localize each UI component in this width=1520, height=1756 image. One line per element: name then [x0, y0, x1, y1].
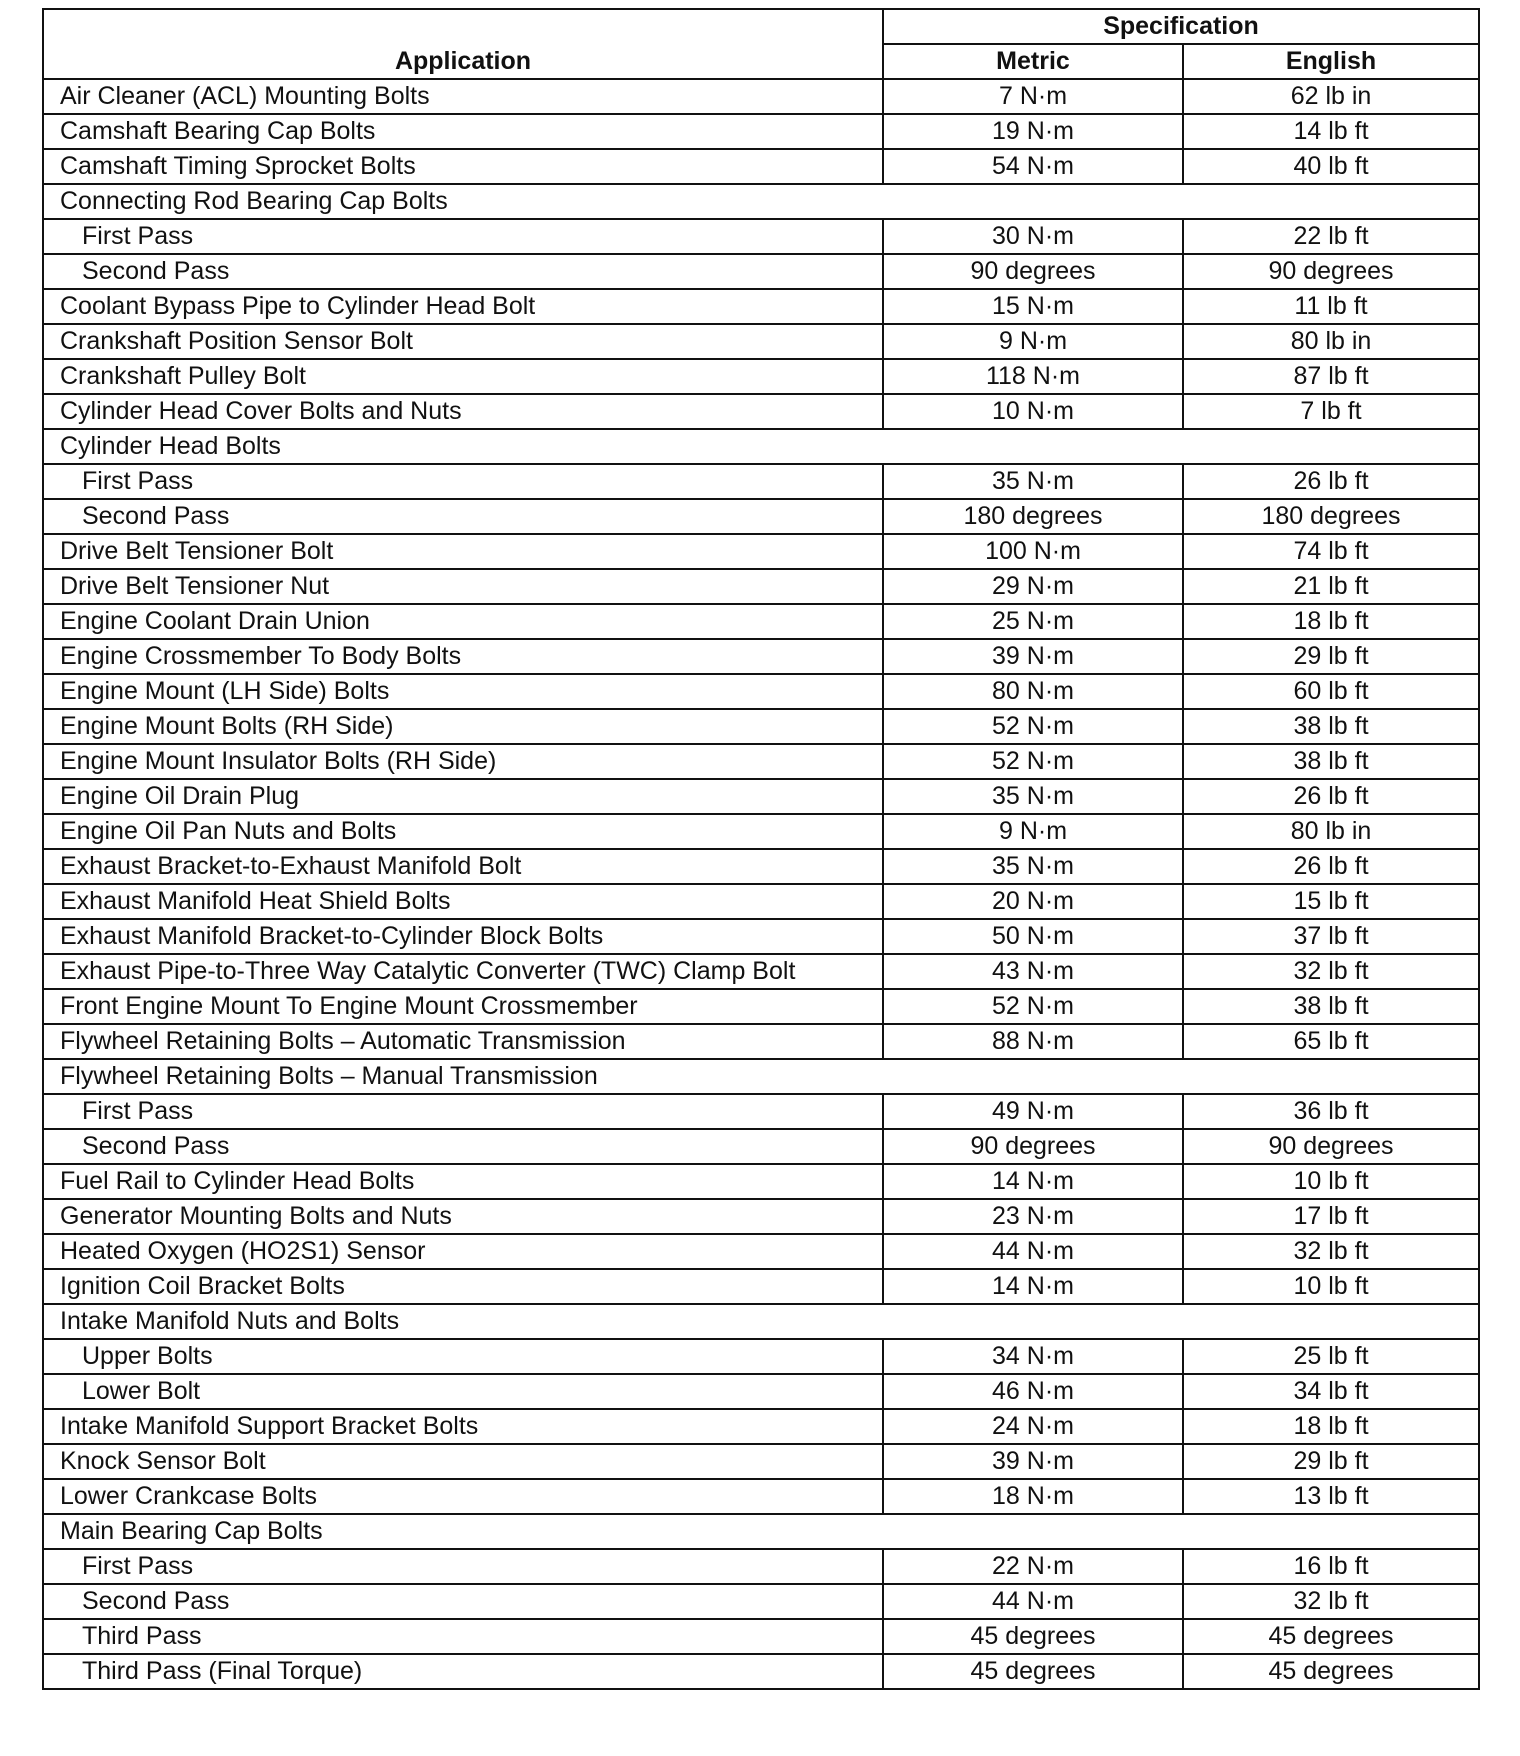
table-row [43, 1269, 1479, 1304]
table-row [43, 1409, 1479, 1444]
application-cell: First Pass [43, 219, 883, 254]
table-row [43, 1129, 1479, 1164]
application-cell: Third Pass (Final Torque) [43, 1654, 883, 1689]
group-label-cell: Flywheel Retaining Bolts – Manual Transmission [43, 1059, 1479, 1094]
group-label-cell: Connecting Rod Bearing Cap Bolts [43, 184, 1479, 219]
table-row [43, 814, 1479, 849]
english-header: English [1183, 44, 1479, 79]
group-label-cell: Cylinder Head Bolts [43, 429, 1479, 464]
metric-cell: 46 N·m [883, 1374, 1183, 1409]
english-cell: 34 lb ft [1183, 1374, 1479, 1409]
english-cell: 29 lb ft [1183, 639, 1479, 674]
table-row [43, 569, 1479, 604]
metric-cell: 14 N·m [883, 1164, 1183, 1199]
english-cell: 25 lb ft [1183, 1339, 1479, 1374]
metric-cell: 43 N·m [883, 954, 1183, 989]
english-cell: 45 degrees [1183, 1619, 1479, 1654]
application-cell: Second Pass [43, 1584, 883, 1619]
table-row [43, 1374, 1479, 1409]
english-cell: 14 lb ft [1183, 114, 1479, 149]
application-cell: Drive Belt Tensioner Bolt [43, 534, 883, 569]
application-cell: Exhaust Manifold Bracket-to-Cylinder Block Bolts [43, 919, 883, 954]
english-cell: 37 lb ft [1183, 919, 1479, 954]
metric-cell: 90 degrees [883, 254, 1183, 289]
metric-cell: 52 N·m [883, 709, 1183, 744]
metric-cell: 34 N·m [883, 1339, 1183, 1374]
table-row [43, 849, 1479, 884]
table-row [43, 1234, 1479, 1269]
metric-cell: 180 degrees [883, 499, 1183, 534]
english-cell: 26 lb ft [1183, 849, 1479, 884]
table-row [43, 1619, 1479, 1654]
application-cell: Intake Manifold Support Bracket Bolts [43, 1409, 883, 1444]
metric-cell: 15 N·m [883, 289, 1183, 324]
table-row [43, 289, 1479, 324]
application-cell: Crankshaft Pulley Bolt [43, 359, 883, 394]
english-cell: 26 lb ft [1183, 464, 1479, 499]
metric-cell: 35 N·m [883, 464, 1183, 499]
english-cell: 62 lb in [1183, 79, 1479, 114]
english-cell: 80 lb in [1183, 324, 1479, 359]
metric-cell: 25 N·m [883, 604, 1183, 639]
table-row [43, 1164, 1479, 1199]
english-cell: 29 lb ft [1183, 1444, 1479, 1479]
application-cell: Engine Oil Drain Plug [43, 779, 883, 814]
english-cell: 16 lb ft [1183, 1549, 1479, 1584]
metric-cell: 54 N·m [883, 149, 1183, 184]
application-cell: Air Cleaner (ACL) Mounting Bolts [43, 79, 883, 114]
table-row [43, 989, 1479, 1024]
metric-cell: 20 N·m [883, 884, 1183, 919]
metric-cell: 45 degrees [883, 1654, 1183, 1689]
group-label-cell: Intake Manifold Nuts and Bolts [43, 1304, 1479, 1339]
english-cell: 11 lb ft [1183, 289, 1479, 324]
table-row [43, 1024, 1479, 1059]
table-row [43, 1584, 1479, 1619]
application-cell: Flywheel Retaining Bolts – Automatic Transmission [43, 1024, 883, 1059]
table-row [43, 1339, 1479, 1374]
metric-cell: 100 N·m [883, 534, 1183, 569]
metric-cell: 35 N·m [883, 779, 1183, 814]
metric-cell: 9 N·m [883, 814, 1183, 849]
metric-cell: 14 N·m [883, 1269, 1183, 1304]
metric-cell: 49 N·m [883, 1094, 1183, 1129]
application-cell: Engine Coolant Drain Union [43, 604, 883, 639]
table-row [43, 674, 1479, 709]
metric-cell: 80 N·m [883, 674, 1183, 709]
metric-cell: 45 degrees [883, 1619, 1183, 1654]
metric-cell: 22 N·m [883, 1549, 1183, 1584]
application-cell: Second Pass [43, 254, 883, 289]
table-row [43, 499, 1479, 534]
table-row [43, 1654, 1479, 1689]
english-cell: 38 lb ft [1183, 989, 1479, 1024]
application-cell: Exhaust Pipe-to-Three Way Catalytic Converter (TWC) Clamp Bolt [43, 954, 883, 989]
english-cell: 18 lb ft [1183, 1409, 1479, 1444]
header-row-top [43, 9, 1479, 44]
specification-header: Specification [883, 9, 1479, 44]
application-cell: Front Engine Mount To Engine Mount Crossmember [43, 989, 883, 1024]
table-row [43, 604, 1479, 639]
application-cell: First Pass [43, 464, 883, 499]
application-cell: Lower Bolt [43, 1374, 883, 1409]
application-cell: Generator Mounting Bolts and Nuts [43, 1199, 883, 1234]
table-row [43, 324, 1479, 359]
application-cell: First Pass [43, 1094, 883, 1129]
metric-cell: 9 N·m [883, 324, 1183, 359]
application-cell: Knock Sensor Bolt [43, 1444, 883, 1479]
english-cell: 13 lb ft [1183, 1479, 1479, 1514]
english-cell: 36 lb ft [1183, 1094, 1479, 1129]
table-row [43, 394, 1479, 429]
english-cell: 65 lb ft [1183, 1024, 1479, 1059]
table-row [43, 954, 1479, 989]
application-cell: Engine Mount Bolts (RH Side) [43, 709, 883, 744]
table-row [43, 254, 1479, 289]
metric-cell: 23 N·m [883, 1199, 1183, 1234]
english-cell: 90 degrees [1183, 254, 1479, 289]
torque-spec-table [42, 8, 1480, 1690]
english-cell: 10 lb ft [1183, 1269, 1479, 1304]
english-cell: 22 lb ft [1183, 219, 1479, 254]
application-cell: Camshaft Timing Sprocket Bolts [43, 149, 883, 184]
application-cell: Third Pass [43, 1619, 883, 1654]
metric-cell: 52 N·m [883, 744, 1183, 779]
table-row [43, 219, 1479, 254]
table-row [43, 114, 1479, 149]
table-row [43, 744, 1479, 779]
application-cell: Fuel Rail to Cylinder Head Bolts [43, 1164, 883, 1199]
table-row [43, 779, 1479, 814]
group-label-cell: Main Bearing Cap Bolts [43, 1514, 1479, 1549]
metric-cell: 44 N·m [883, 1234, 1183, 1269]
application-cell: Engine Mount (LH Side) Bolts [43, 674, 883, 709]
english-cell: 80 lb in [1183, 814, 1479, 849]
table-group-row [43, 184, 1479, 219]
metric-cell: 35 N·m [883, 849, 1183, 884]
english-cell: 60 lb ft [1183, 674, 1479, 709]
table-row [43, 1094, 1479, 1129]
metric-cell: 50 N·m [883, 919, 1183, 954]
table-row [43, 709, 1479, 744]
english-cell: 32 lb ft [1183, 1584, 1479, 1619]
application-cell: Crankshaft Position Sensor Bolt [43, 324, 883, 359]
application-cell: Exhaust Bracket-to-Exhaust Manifold Bolt [43, 849, 883, 884]
table-row [43, 1199, 1479, 1234]
english-cell: 26 lb ft [1183, 779, 1479, 814]
metric-cell: 7 N·m [883, 79, 1183, 114]
metric-cell: 52 N·m [883, 989, 1183, 1024]
english-cell: 90 degrees [1183, 1129, 1479, 1164]
english-cell: 7 lb ft [1183, 394, 1479, 429]
metric-cell: 88 N·m [883, 1024, 1183, 1059]
table-row [43, 359, 1479, 394]
english-cell: 87 lb ft [1183, 359, 1479, 394]
table-group-row [43, 1059, 1479, 1094]
table-row [43, 1444, 1479, 1479]
table-row [43, 1479, 1479, 1514]
application-cell: Drive Belt Tensioner Nut [43, 569, 883, 604]
table-row [43, 884, 1479, 919]
english-cell: 45 degrees [1183, 1654, 1479, 1689]
english-cell: 21 lb ft [1183, 569, 1479, 604]
english-cell: 15 lb ft [1183, 884, 1479, 919]
application-cell: Camshaft Bearing Cap Bolts [43, 114, 883, 149]
table-row [43, 919, 1479, 954]
english-cell: 180 degrees [1183, 499, 1479, 534]
application-cell: Ignition Coil Bracket Bolts [43, 1269, 883, 1304]
application-cell: Engine Oil Pan Nuts and Bolts [43, 814, 883, 849]
english-cell: 74 lb ft [1183, 534, 1479, 569]
table-row [43, 639, 1479, 674]
metric-cell: 19 N·m [883, 114, 1183, 149]
application-cell: Engine Crossmember To Body Bolts [43, 639, 883, 674]
table-row [43, 464, 1479, 499]
metric-cell: 90 degrees [883, 1129, 1183, 1164]
table-row [43, 79, 1479, 114]
metric-cell: 39 N·m [883, 639, 1183, 674]
metric-cell: 118 N·m [883, 359, 1183, 394]
application-cell: Cylinder Head Cover Bolts and Nuts [43, 394, 883, 429]
application-header: Application [43, 9, 883, 79]
table-row [43, 534, 1479, 569]
application-cell: Lower Crankcase Bolts [43, 1479, 883, 1514]
application-cell: First Pass [43, 1549, 883, 1584]
application-cell: Second Pass [43, 1129, 883, 1164]
english-cell: 17 lb ft [1183, 1199, 1479, 1234]
english-cell: 38 lb ft [1183, 709, 1479, 744]
table-body [43, 79, 1479, 1689]
application-cell: Heated Oxygen (HO2S1) Sensor [43, 1234, 883, 1269]
application-cell: Upper Bolts [43, 1339, 883, 1374]
application-cell: Engine Mount Insulator Bolts (RH Side) [43, 744, 883, 779]
english-cell: 18 lb ft [1183, 604, 1479, 639]
english-cell: 38 lb ft [1183, 744, 1479, 779]
metric-cell: 10 N·m [883, 394, 1183, 429]
metric-cell: 44 N·m [883, 1584, 1183, 1619]
application-cell: Exhaust Manifold Heat Shield Bolts [43, 884, 883, 919]
english-cell: 32 lb ft [1183, 954, 1479, 989]
table-header [43, 9, 1479, 79]
table-group-row [43, 1514, 1479, 1549]
table-row [43, 1549, 1479, 1584]
application-cell: Coolant Bypass Pipe to Cylinder Head Bolt [43, 289, 883, 324]
metric-header: Metric [883, 44, 1183, 79]
table-group-row [43, 1304, 1479, 1339]
table-group-row [43, 429, 1479, 464]
metric-cell: 39 N·m [883, 1444, 1183, 1479]
metric-cell: 24 N·m [883, 1409, 1183, 1444]
english-cell: 32 lb ft [1183, 1234, 1479, 1269]
english-cell: 10 lb ft [1183, 1164, 1479, 1199]
metric-cell: 18 N·m [883, 1479, 1183, 1514]
english-cell: 40 lb ft [1183, 149, 1479, 184]
metric-cell: 29 N·m [883, 569, 1183, 604]
application-cell: Second Pass [43, 499, 883, 534]
metric-cell: 30 N·m [883, 219, 1183, 254]
table-row [43, 149, 1479, 184]
